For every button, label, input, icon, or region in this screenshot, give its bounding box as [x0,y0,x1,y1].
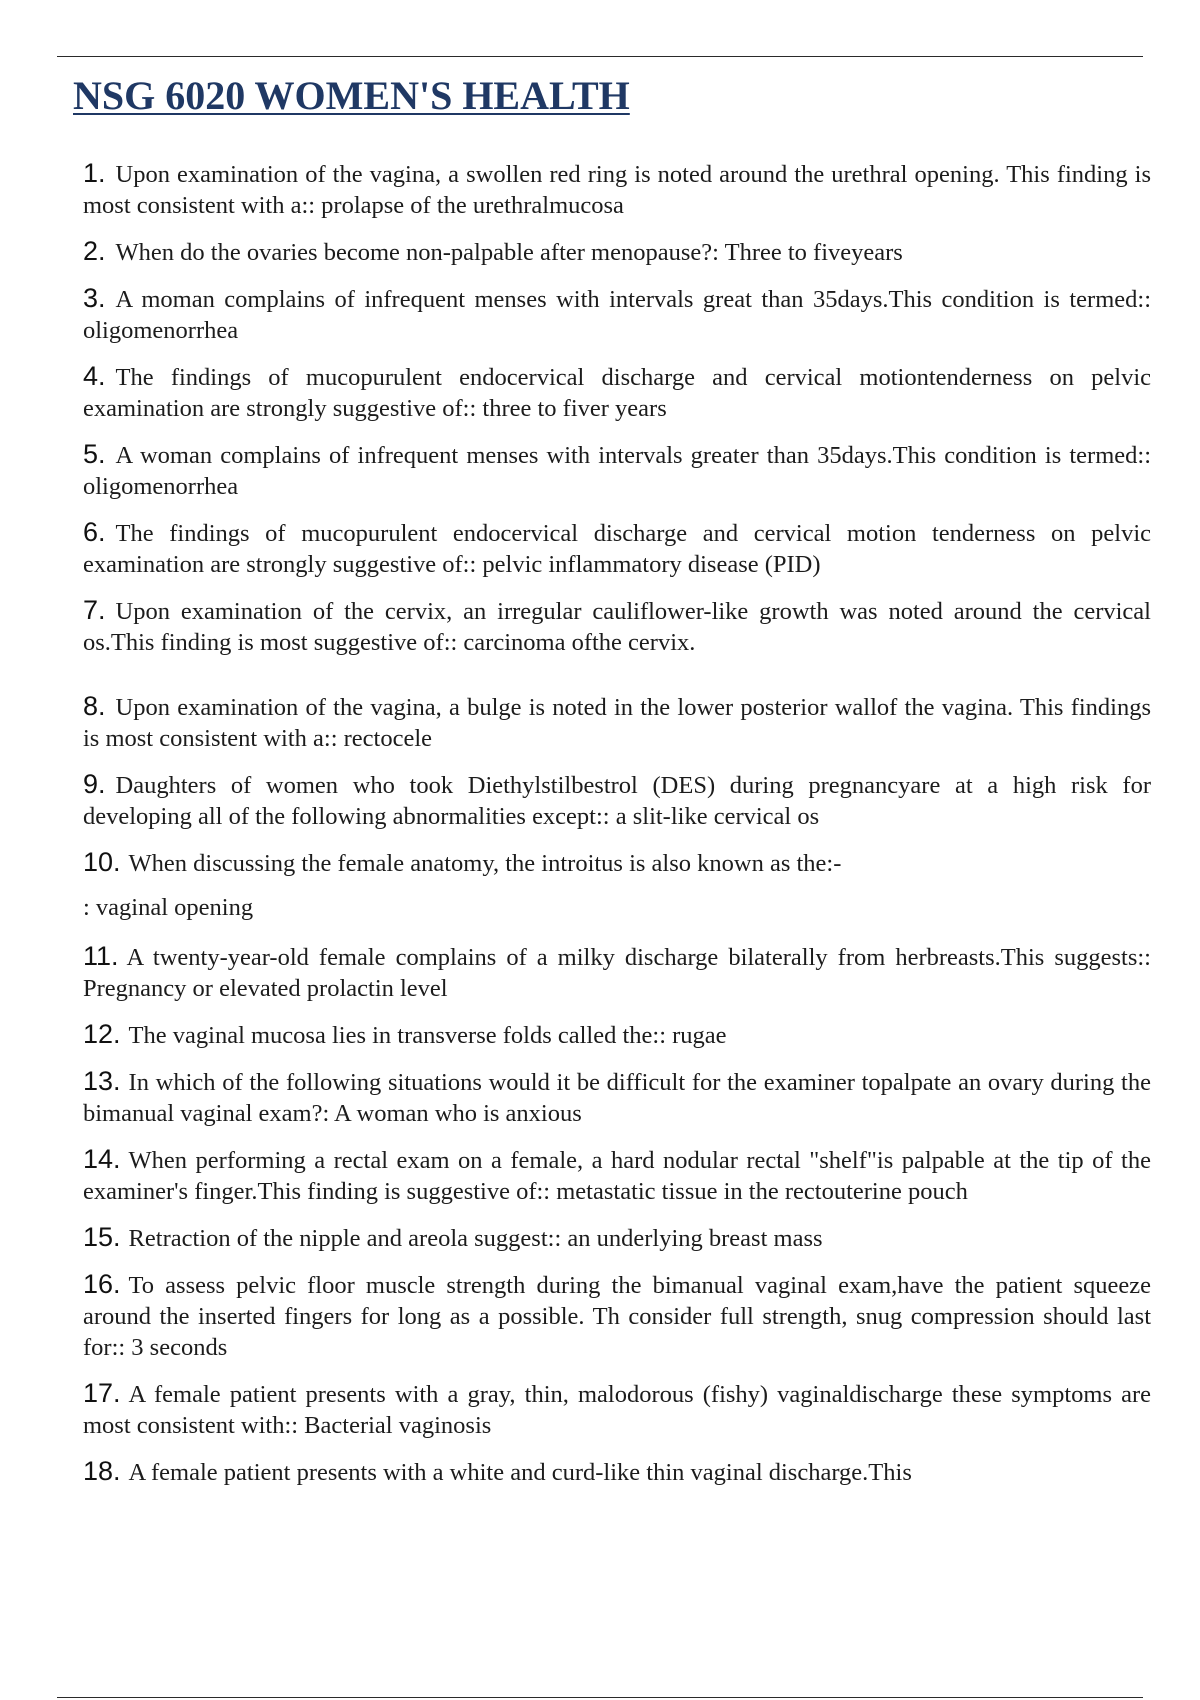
question-text: In which of the following situations would it be difficult for the examiner topalpate an ovary during the bimanual vaginal exam?: A woman who is anxious [83,1069,1151,1127]
question-text: The findings of mucopurulent endocervical discharge and cervical motiontenderness on pelvic examination are strongly suggestive of:: three to fiver years [83,364,1151,422]
question-number: 6. [83,517,106,547]
question-item-3 [83,283,1151,346]
question-number: 13. [83,1066,121,1096]
top-rule [57,56,1143,57]
question-item-5 [83,439,1151,502]
question-text: Retraction of the nipple and areola suggest:: an underlying breast mass [128,1225,823,1252]
question-item-8 [83,691,1151,754]
question-number: 18. [83,1456,121,1486]
question-item-18 [83,1456,1151,1488]
question-text: Upon examination of the vagina, a swollen red ring is noted around the urethral opening. This finding is most consistent with a:: prolapse of the urethralmucosa [83,161,1151,219]
question-text: When discussing the female anatomy, the introitus is also known as the:- [128,850,842,877]
question-text: When do the ovaries become non-palpable after menopause?: Three to fiveyears [115,239,903,266]
question-number: 5. [83,439,106,469]
question-number: 7. [83,595,106,625]
question-text: The vaginal mucosa lies in transverse folds called the:: rugae [128,1022,727,1049]
question-text: A moman complains of infrequent menses with intervals great than 35days.This condition is termed:: oligomenorrhea [83,286,1151,344]
question-item-4 [83,361,1151,424]
question-item-1 [83,158,1151,221]
question-number: 11. [83,941,119,971]
question-item-17 [83,1378,1151,1441]
question-item-10 [83,847,1151,879]
question-text: A female patient presents with a white and curd-like thin vaginal discharge.This [128,1459,912,1486]
question-number: 14. [83,1144,121,1174]
question-number: 3. [83,283,106,313]
question-item-9 [83,769,1151,832]
question-item-2 [83,236,1151,268]
question-item-11 [83,941,1151,1004]
question-number: 1. [83,158,106,188]
question-item-15 [83,1222,1151,1254]
document-title: NSG 6020 WOMEN'S HEALTH [73,73,630,118]
question-text: Upon examination of the vagina, a bulge is noted in the lower posterior wallof the vagina. This findings is most consistent with a:: rectocele [83,694,1151,752]
answer-continuation-10: : vaginal opening [83,894,254,921]
question-number: 12. [83,1019,121,1049]
question-number: 17. [83,1378,121,1408]
question-number: 9. [83,769,106,799]
question-item-12 [83,1019,1151,1051]
question-number: 2. [83,236,106,266]
question-number: 8. [83,691,106,721]
question-item-16 [83,1269,1151,1363]
question-item-13 [83,1066,1151,1129]
question-list [83,158,1151,1503]
question-text: A female patient presents with a gray, thin, malodorous (fishy) vaginaldischarge these symptoms are most consistent with:: Bacterial vaginosis [83,1381,1151,1439]
question-text: A woman complains of infrequent menses with intervals greater than 35days.This condition is termed:: oligomenorrhea [83,442,1151,500]
question-text: The findings of mucopurulent endocervical discharge and cervical motion tenderness on pelvic examination are strongly suggestive of:: pelvic inflammatory disease (PID) [83,520,1151,578]
question-number: 4. [83,361,106,391]
question-number: 15. [83,1222,121,1252]
question-number: 10. [83,847,121,877]
question-text: When performing a rectal exam on a female, a hard nodular rectal "shelf"is palpable at the tip of the examiner's finger.This finding is suggestive of:: metastatic tissue in the rectouterine pouch [83,1147,1151,1205]
question-item-6 [83,517,1151,580]
question-text: To assess pelvic floor muscle strength during the bimanual vaginal exam,have the patient squeeze around the inserted fingers for long as a possible. Th consider full strength, snug compression should last for:: 3 seconds [83,1272,1151,1361]
question-text: Upon examination of the cervix, an irregular cauliflower-like growth was noted around the cervical os.This finding is most suggestive of:: carcinoma ofthe cervix. [83,598,1151,656]
bottom-rule [57,1697,1143,1698]
question-item-7 [83,595,1151,658]
question-item-14 [83,1144,1151,1207]
question-number: 16. [83,1269,121,1299]
question-text: A twenty-year-old female complains of a milky discharge bilaterally from herbreasts.This suggests:: Pregnancy or elevated prolactin level [83,944,1151,1002]
question-text: Daughters of women who took Diethylstilbestrol (DES) during pregnancyare at a high risk for developing all of the following abnormalities except:: a slit-like cervical os [83,772,1151,830]
